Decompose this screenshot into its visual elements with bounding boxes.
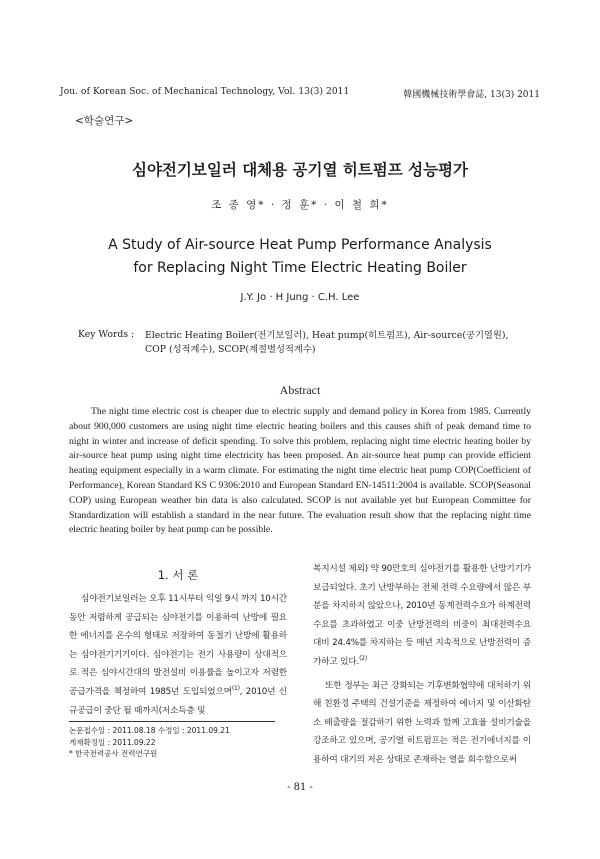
section-heading-introduction: 1. 서 론 [157,568,199,582]
right-paragraph-1-text: 복지시설 제외) 약 90만호의 심야전기를 활용한 난방기기가 보급되었다. 초기 난방부하는 전체 전력 수요량에서 많은 부분을 차지하지 않았으나, 2010년 동계전력수요가 하계전력수요를 초과하였고 이중 난방전력의 비중이 최대전력수요 대비 24.4%를 차지하는 등 매년 지속적으로 난방전력이 증가하고 있다. [313,564,531,667]
footnotes [69,725,230,760]
body-left-column [69,590,287,720]
keywords-label: Key Words : [78,329,135,340]
title-korean: 심야전기보일러 대체용 공기열 히트펌프 성능평가 [131,161,469,179]
authors-english: J.Y. Jo · H Jung · C.H. Lee [240,292,360,303]
footnote-dates: 논문접수일 : 2011.08.18 수정일 : 2011.09.21 [69,726,230,735]
page-number: - 81 - [287,782,313,793]
journal-header-ko: 韓國機械技術學會誌, 13(3) 2011 [403,90,540,100]
footnote-accepted: 게재확정일 : 2011.09.22 [69,737,156,747]
article-category: <학술연구> [75,115,134,127]
footnote-affiliation: * 한국전력공사 전력연구원 [69,749,158,758]
right-paragraph-1 [313,560,531,672]
abstract-heading: Abstract [279,383,321,397]
reference-marker: (1) [231,685,240,693]
footnote-divider [69,721,275,722]
title-english-line-1: A Study of Air-source Heat Pump Performance Analysis [108,237,492,253]
reference-marker: (2) [359,655,367,663]
journal-header-en: Jou. of Korean Soc. of Mechanical Technology, Vol. 13(3) 2011 [60,87,350,97]
abstract-body: The night time electric cost is cheaper due to electric supply and demand policy in Korea from 1985. Currently about 900,000 customers are using night time electric heating boilers and this causes shift of peak demand time to night in winter and increase of deficit spending. To solve this problem, replacing night time electric heating boiler by air-source heat pump using night time electricity has been proposed. An air-source heat pump can provide efficient heating equipment especially in a warm climate. For estimating the night time electric heat pump COP(Coefficient of Performance), Korean Standard KS C 9306:2010 and European Standard EN-14511:2004 is available. SCOP(Seasonal COP) using European weather bin data is also calculated. SCOP is not available yet but European Committee for Standardization will establish a standard in the near future. The evaluation result show that the replacing night time electric heating boiler by heat pump can be possible. [69,406,531,536]
body-right-column [313,560,531,770]
authors-korean: 조 종 영* · 정 훈* · 이 철 희* [211,199,389,211]
right-paragraph-2: 또한 정부는 최근 강화되는 기후변화협약에 대처하기 위해 친환경 주택의 건설기준을 제정하여 에너지 및 이산화탄소 배출량을 절감하기 위한 노력과 함께 고효율 설비기술을 강조하고 있으며, 공기열 히트펌프는 적은 전기에너지를 이용하여 대기의 저온 상태로 존재하는 열을 회수함으로써 [313,680,531,765]
title-english [0,234,600,280]
left-column-text: 심야전기보일러는 오후 11시부터 익일 9시 까지 10시간동안 저렴하게 공급되는 심야전기를 이용하여 난방에 필요한 에너지를 온수의 형태로 저장하여 동절기 난방에 활용하는 심야전기기기이다. 심야전기는 전기 사용량이 상대적으로 적은 심야시간대의 발전설비 이용률을 높이고자 저렴한 공급가격을 책정하여 1985년 도입되었으며 [69,594,287,697]
keywords-text: Electric Heating Boiler(전기보일러), Heat pump(히트펌프), Air-source(공기열원), COP (성적계수), SCOP(계절별성적계수) [145,330,509,355]
title-english-line-2: for Replacing Night Time Electric Heating Boiler [133,260,467,276]
left-column-tail: , 2010년 신규공급이 중단 될 때까지(저소득층 및 [69,686,287,716]
